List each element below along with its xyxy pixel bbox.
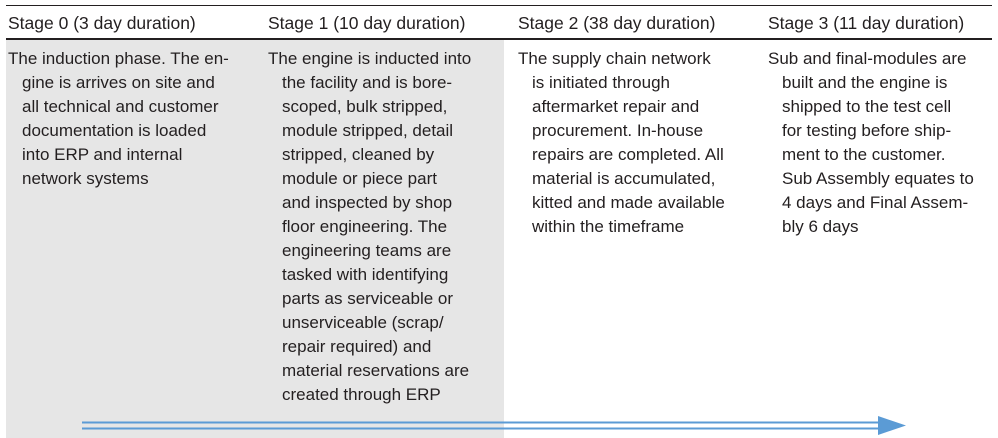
timeline-arrow-head — [878, 416, 906, 435]
stage-1-title: Stage 1 (10 day duration) — [268, 13, 466, 33]
stage-0-title: Stage 0 (3 day duration) — [8, 13, 196, 33]
stage-3-description: Sub and final-modules are built and the engine is shipped to the test cell for testing before ship- ment to the customer. Sub Assembly equates to 4 days and Final Assem- bly 6 days — [768, 49, 974, 236]
stage-2-description: The supply chain network is initiated through aftermarket repair and procurement. In-house repairs are completed. All material is accumulated, kitted and made available within the timeframe — [518, 49, 725, 236]
stage-3-title: Stage 3 (11 day duration) — [768, 13, 965, 33]
stage-2-title: Stage 2 (38 day duration) — [518, 13, 716, 33]
stage-1-description: The engine is inducted into the facility and is bore- scoped, bulk stripped, module stripped, detail stripped, cleaned by module or piece part and inspected by shop floor engineering. The engineering teams are tasked with identifying parts as serviceable or unserviceable (scrap/ repair required) and material reservations are created through ERP — [268, 49, 472, 404]
stage-0-description: The induction phase. The en- gine is arrives on site and all technical and customer documentation is loaded into ERP and internal network systems — [8, 49, 229, 188]
